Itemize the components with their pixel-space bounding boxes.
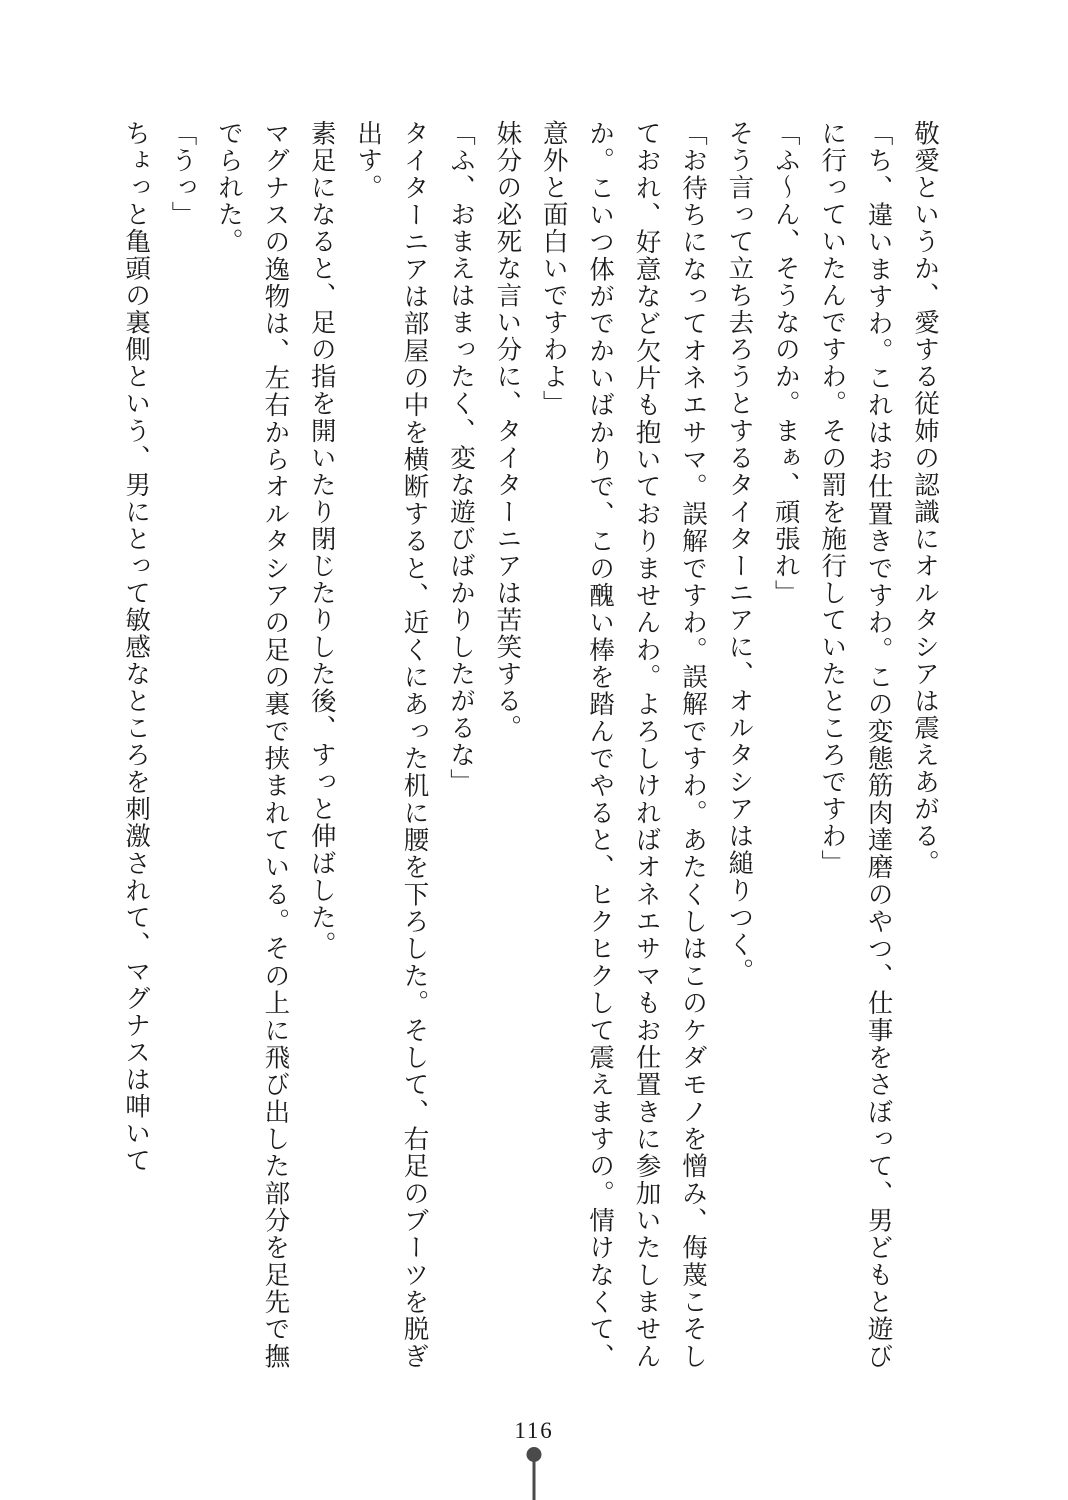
spine-line-mark — [533, 1454, 536, 1500]
paragraph: タイターニアは部屋の中を横断すると、近くにあった机に腰を下ろした。そして、右足のブーツを脱ぎ出す。 — [354, 120, 430, 1370]
paragraph: 「お待ちになってオネエサマ。誤解ですわ。誤解ですわ。あたくしはこのケダモノを憎み、侮蔑こそしておれ、好意など欠片も抱いておりませんわ。よろしければオネエサマもお仕置きに参加いたしませんか。こいつ体がでかいばかりで、この醜い棒を踏んでやると、ヒクヒクして震えますの。情けなくて、意外と面白いですわよ」 — [539, 120, 708, 1370]
paragraph: マグナスの逸物は、左右からオルタシアの足の裏で挟まれている。その上に飛び出した部分を足先で撫でられた。 — [214, 120, 291, 1370]
paragraph: 妹分の必死な言い分に、タイターニアは苦笑する。 — [493, 120, 523, 742]
paragraph: そう言って立ち去ろうとするタイターニアに、オルタシアは縋りつく。 — [725, 120, 755, 985]
paragraph: 「うっ」 — [168, 120, 198, 229]
paragraph: ちょっと亀頭の裏側という、男にとって敏感なところを刺激されて、マグナスは呻いて — [122, 120, 152, 1175]
paragraph: 「ふ～ん、そうなのか。まぁ、頑張れ」 — [771, 120, 801, 607]
paragraph: 敬愛というか、愛する従姉の認識にオルタシアは震えあがる。 — [911, 120, 940, 877]
page-number: 116 — [514, 1418, 554, 1443]
paragraph: 「ふ、おまえはまったく、変な遊びばかりしたがるな」 — [446, 120, 476, 796]
paragraph: 「ち、違いますわ。これはお仕置きですわ。この変態筋肉達磨のやつ、仕事をさぼって、男どもと遊びに行っていたんですわ。その罰を施行していたところですわ」 — [818, 120, 894, 1370]
paragraph: 素足になると、足の指を開いたり閉じたりした後、すっと伸ばした。 — [307, 120, 337, 958]
page-body-text — [122, 120, 948, 1370]
